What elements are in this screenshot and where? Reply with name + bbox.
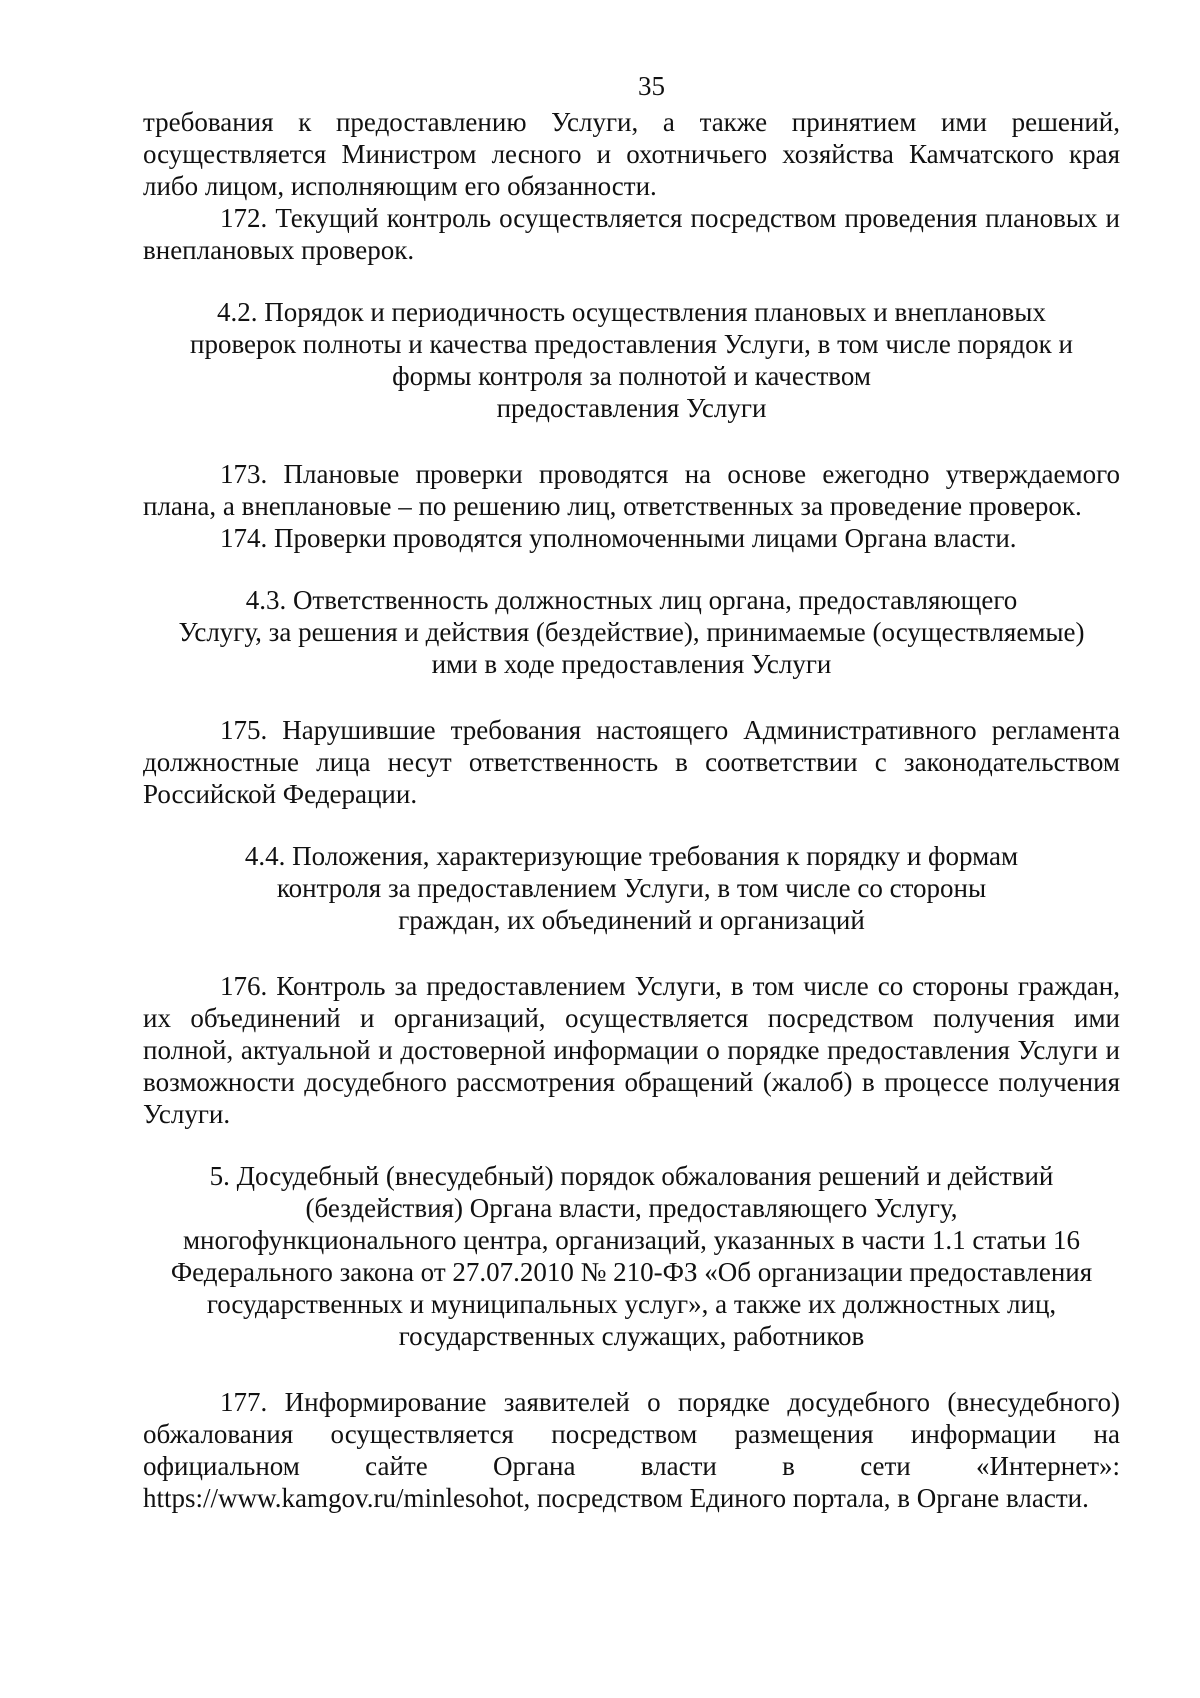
heading-line: государственных служащих, работников — [398, 1321, 865, 1351]
section-heading-4-4 — [143, 840, 1120, 936]
heading-line: Федерального закона от 27.07.2010 № 210-ФЗ «Об организации предоставления — [170, 1257, 1093, 1287]
heading-line: контроля за предоставлением Услуги, в том числе со стороны — [276, 873, 987, 903]
heading-line: проверок полноты и качества предоставления Услуги, в том числе порядок и — [190, 329, 1073, 359]
heading-line: формы контроля за полнотой и качеством — [392, 361, 871, 391]
heading-line: (бездействия) Органа власти, предоставляющего Услугу, — [305, 1193, 958, 1223]
section-heading-4-2 — [143, 296, 1120, 424]
heading-line: 4.4. Положения, характеризующие требования к порядку и формам — [244, 841, 1019, 871]
paragraph-177: 177. Информирование заявителей о порядке досудебного (внесудебного) обжалования осуществляется посредством размещения информации на официальном сайте Органа власти в сети «Интернет»: https://www.kamgov.ru/minlesohot, посредством Единого портала, в Органе власти. — [143, 1387, 1120, 1513]
section-heading-4-3 — [143, 584, 1120, 680]
heading-line: Услугу, за решения и действия (бездействие), принимаемые (осуществляемые) — [178, 617, 1085, 647]
paragraph-continuation: требования к предоставлению Услуги, а также принятием ими решений, осуществляется Министром лесного и охотничьего хозяйства Камчатского края либо лицом, исполняющим его обязанности. — [143, 107, 1120, 201]
page-content — [143, 70, 1120, 1514]
paragraph-175: 175. Нарушившие требования настоящего Административного регламента должностные лица несут ответственность в соответствии с законодательством Российской Федерации. — [143, 715, 1120, 809]
heading-line: граждан, их объединений и организаций — [398, 905, 865, 935]
paragraph-172: 172. Текущий контроль осуществляется посредством проведения плановых и внеплановых проверок. — [143, 203, 1120, 265]
heading-line: предоставления Услуги — [496, 393, 767, 423]
heading-line: 4.2. Порядок и периодичность осуществления плановых и внеплановых — [217, 297, 1046, 327]
page-number: 35 — [638, 71, 665, 101]
heading-line: 4.3. Ответственность должностных лиц органа, предоставляющего — [245, 585, 1018, 615]
paragraph-176: 176. Контроль за предоставлением Услуги, в том числе со стороны граждан, их объединений и организаций, осуществляется посредством получения ими полной, актуальной и достоверной информации о порядке предоставления Услуги и возможности досудебного рассмотрения обращений (жалоб) в процессе получения Услуги. — [143, 971, 1120, 1129]
heading-line: многофункционального центра, организаций, указанных в части 1.1 статьи 16 — [182, 1225, 1081, 1255]
heading-line: 5. Досудебный (внесудебный) порядок обжалования решений и действий — [209, 1161, 1054, 1191]
section-heading-5 — [143, 1160, 1120, 1352]
heading-line: государственных и муниципальных услуг», а также их должностных лиц, — [206, 1289, 1057, 1319]
heading-line: ими в ходе предоставления Услуги — [431, 649, 832, 679]
paragraph-173: 173. Плановые проверки проводятся на основе ежегодно утверждаемого плана, а внеплановые – по решению лиц, ответственных за проведение проверок. — [143, 459, 1120, 521]
paragraph-174: 174. Проверки проводятся уполномоченными лицами Органа власти. — [220, 523, 1017, 553]
